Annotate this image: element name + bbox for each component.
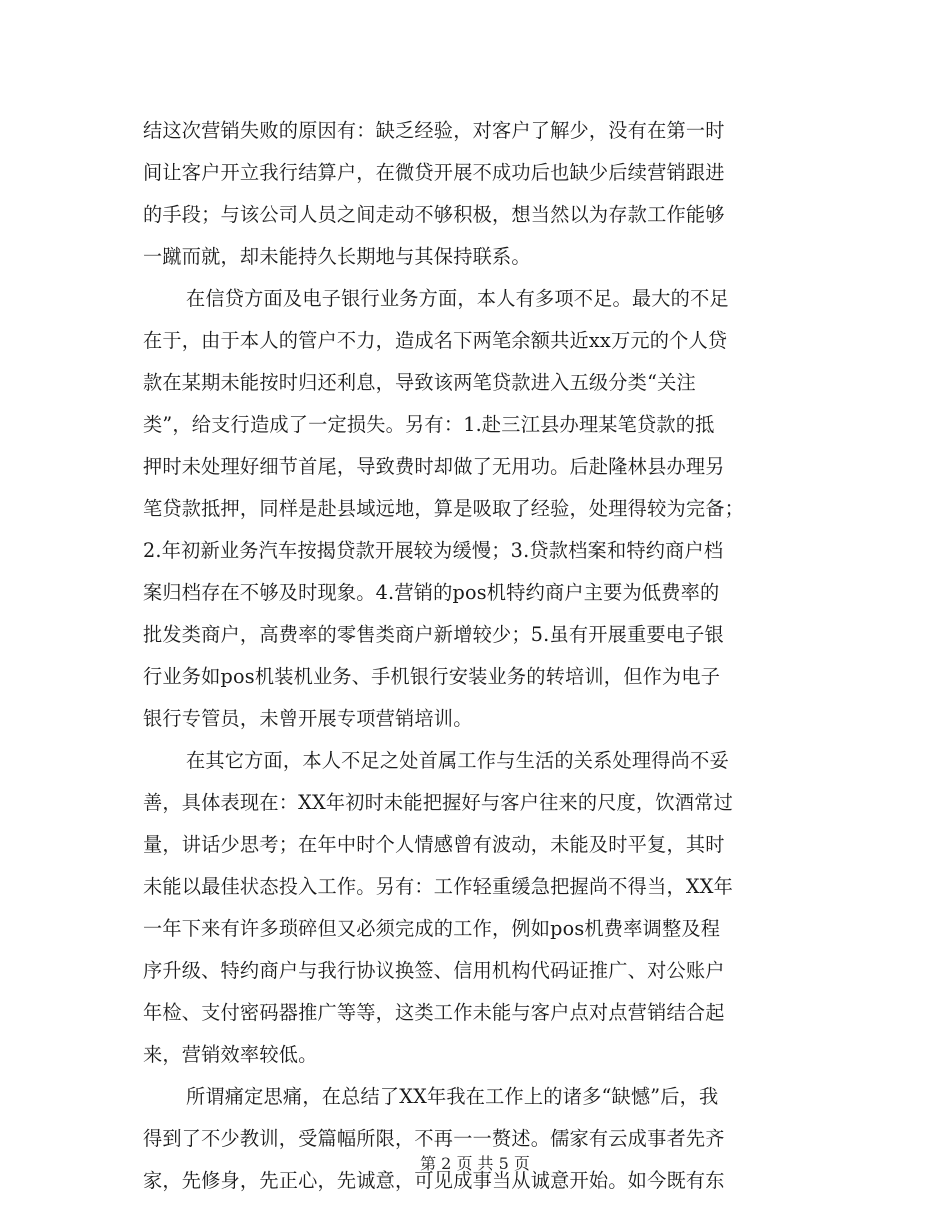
text-line: 银行专管员，未曾开展专项营销培训。 [143, 707, 473, 730]
text-line: 2.年初新业务汽车按揭贷款开展较为缓慢；3.贷款档案和特约商户档 [143, 539, 724, 562]
text-line: 序升级、特约商户与我行协议换签、信用机构代码证推广、对公账户 [143, 959, 725, 982]
text-line: 间让客户开立我行结算户，在微贷开展不成功后也缺少后续营销跟进 [143, 161, 725, 184]
text-line: 年检、支付密码器推广等等，这类工作未能与客户点对点营销结合起 [143, 1001, 725, 1024]
text-line: 善，具体表现在：XX年初时未能把握好与客户往来的尺度，饮酒常过 [143, 791, 733, 814]
text-line: 案归档存在不够及时现象。4.营销的pos机特约商户主要为低费率的 [143, 581, 720, 604]
text-line: 在于，由于本人的管户不力，造成名下两笔余额共近xx万元的个人贷 [143, 329, 728, 352]
text-line: 类”，给支行造成了一定损失。另有：1.赴三江县办理某笔贷款的抵 [143, 413, 715, 436]
text-line: 结这次营销失败的原因有：缺乏经验，对客户了解少，没有在第一时 [143, 119, 725, 142]
text-line: 款在某期未能按时归还利息，导致该两笔贷款进入五级分类“关注 [143, 371, 696, 394]
text-line: 笔贷款抵押，同样是赴县域远地，算是吸取了经验，处理得较为完备； [143, 497, 745, 520]
text-line: 的手段；与该公司人员之间走动不够积极，想当然以为存款工作能够 [143, 203, 725, 226]
text-line: 家，先修身，先正心，先诚意，可见成事当从诚意开始。如今既有东 [143, 1169, 725, 1192]
text-line: 未能以最佳状态投入工作。另有：工作轻重缓急把握尚不得当，XX年 [143, 875, 733, 898]
text-line: 量，讲话少思考；在年中时个人情感曾有波动，未能及时平复，其时 [143, 833, 725, 856]
text-line: 行业务如pos机装机业务、手机银行安装业务的转培训，但作为电子 [143, 665, 721, 688]
text-line: 批发类商户，高费率的零售类商户新增较少；5.虽有开展重要电子银 [143, 623, 724, 646]
text-line: 一年下来有许多琐碎但又必须完成的工作，例如pos机费率调整及程 [143, 917, 721, 940]
text-line: 所谓痛定思痛，在总结了XX年我在工作上的诸多“缺憾”后，我 [186, 1085, 719, 1108]
page-footer: 第 2 页 共 5 页 [420, 1154, 530, 1173]
text-line: 押时未处理好细节首尾，导致费时却做了无用功。后赴隆林县办理另 [143, 455, 725, 478]
text-line: 在其它方面，本人不足之处首属工作与生活的关系处理得尚不妥 [186, 749, 729, 772]
text-line: 得到了不少教训，受篇幅所限，不再一一赘述。儒家有云成事者先齐 [143, 1127, 725, 1150]
text-line: 一蹴而就，却未能持久长期地与其保持联系。 [143, 245, 531, 268]
text-line: 在信贷方面及电子银行业务方面，本人有多项不足。最大的不足 [186, 287, 729, 310]
text-line: 来，营销效率较低。 [143, 1043, 318, 1066]
document-body [143, 110, 813, 1202]
